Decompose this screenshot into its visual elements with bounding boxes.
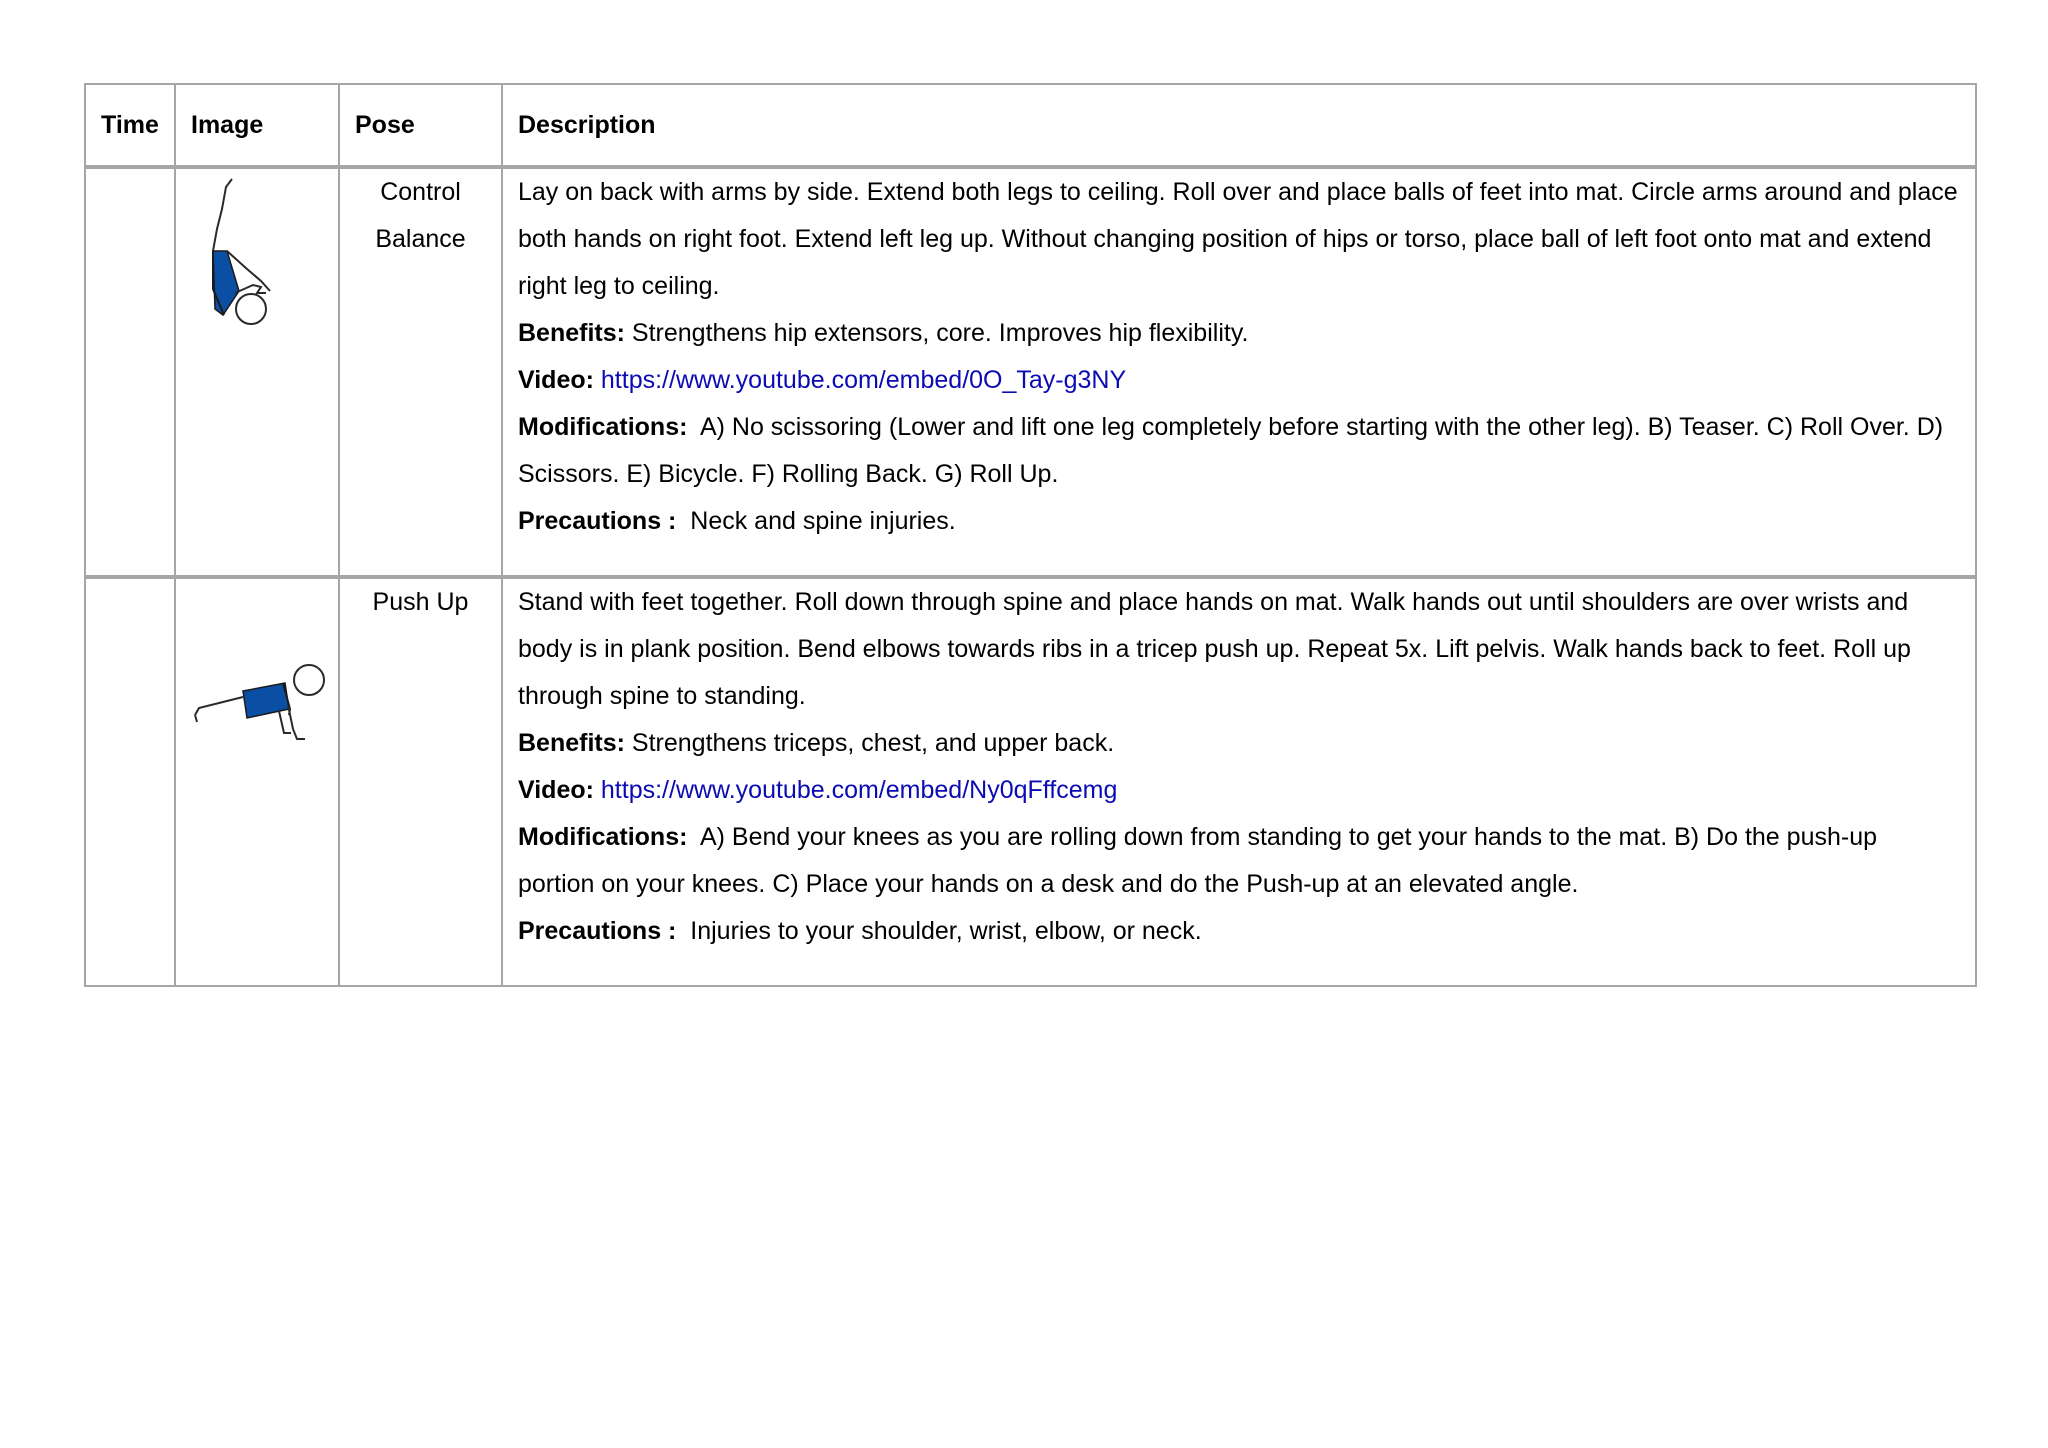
image-cell — [175, 167, 339, 577]
precautions-label: Precautions : — [518, 507, 677, 535]
modifications-line — [518, 404, 1960, 498]
pose-cell — [339, 167, 502, 577]
video-link[interactable]: https://www.youtube.com/embed/Ny0qFffcemg — [600, 776, 1118, 804]
modifications-text: A) Bend your knees as you are rolling down from standing to get your hands to the mat. B) Do the push-up portion on your knees. C) Place your hands on a desk and do the Push-up at an elevated angle. — [518, 823, 1878, 898]
description-text: Stand with feet together. Roll down through spine and place hands on mat. Walk hands out until shoulders are over wrists and body is in plank position. Bend elbows towards ribs in a tricep push up. Repeat 5x. Lift pelvis. Walk hands back to feet. Roll up through spine to standing. — [518, 588, 1911, 710]
precautions-line — [518, 908, 1960, 955]
time-cell — [85, 167, 175, 577]
benefits-label: Benefits: — [518, 319, 625, 347]
description-cell — [502, 167, 1976, 577]
pose-name-line1: Control — [380, 178, 461, 206]
benefits-label: Benefits: — [518, 729, 625, 757]
precautions-text: Injuries to your shoulder, wrist, elbow, or neck. — [690, 917, 1202, 945]
exercise-table — [84, 83, 1977, 987]
control-balance-figure-icon — [191, 169, 291, 339]
precautions-label: Precautions : — [518, 917, 677, 945]
pose-cell — [339, 577, 502, 986]
modifications-label: Modifications: — [518, 823, 688, 851]
table-header-row — [85, 84, 1976, 167]
benefits-text: Strengthens triceps, chest, and upper back. — [631, 729, 1115, 757]
description-cell — [502, 577, 1976, 986]
header-image: Image — [175, 84, 339, 167]
header-pose: Pose — [339, 84, 502, 167]
table-row — [85, 577, 1976, 986]
description-text: Lay on back with arms by side. Extend both legs to ceiling. Roll over and place balls of feet into mat. Circle arms around and place both hands on right foot. Extend left leg up. Without changing position of hips or torso, place ball of left foot onto mat and extend right leg to ceiling. — [518, 178, 1958, 300]
header-time: Time — [85, 84, 175, 167]
time-cell — [85, 577, 175, 986]
benefits-text: Strengthens hip extensors, core. Improves hip flexibility. — [631, 319, 1249, 347]
video-link[interactable]: https://www.youtube.com/embed/0O_Tay-g3NY — [600, 366, 1127, 394]
modifications-label: Modifications: — [518, 413, 688, 441]
precautions-text: Neck and spine injuries. — [690, 507, 956, 535]
video-label: Video: — [518, 776, 594, 804]
precautions-line — [518, 498, 1960, 545]
pose-name-line2: Balance — [375, 225, 466, 253]
table-row — [85, 167, 1976, 577]
push-up-figure-icon — [191, 619, 331, 769]
video-line — [518, 357, 1960, 404]
benefits-line — [518, 720, 1960, 767]
modifications-text: A) No scissoring (Lower and lift one leg completely before starting with the other leg). B) Teaser. C) Roll Over. D) Scissors. E) Bicycle. F) Rolling Back. G) Roll Up. — [518, 413, 1944, 488]
benefits-line — [518, 310, 1960, 357]
video-label: Video: — [518, 366, 594, 394]
image-cell — [175, 577, 339, 986]
modifications-line — [518, 814, 1960, 908]
pose-name-line1: Push Up — [372, 588, 469, 616]
video-line — [518, 767, 1960, 814]
header-description: Description — [502, 84, 1976, 167]
